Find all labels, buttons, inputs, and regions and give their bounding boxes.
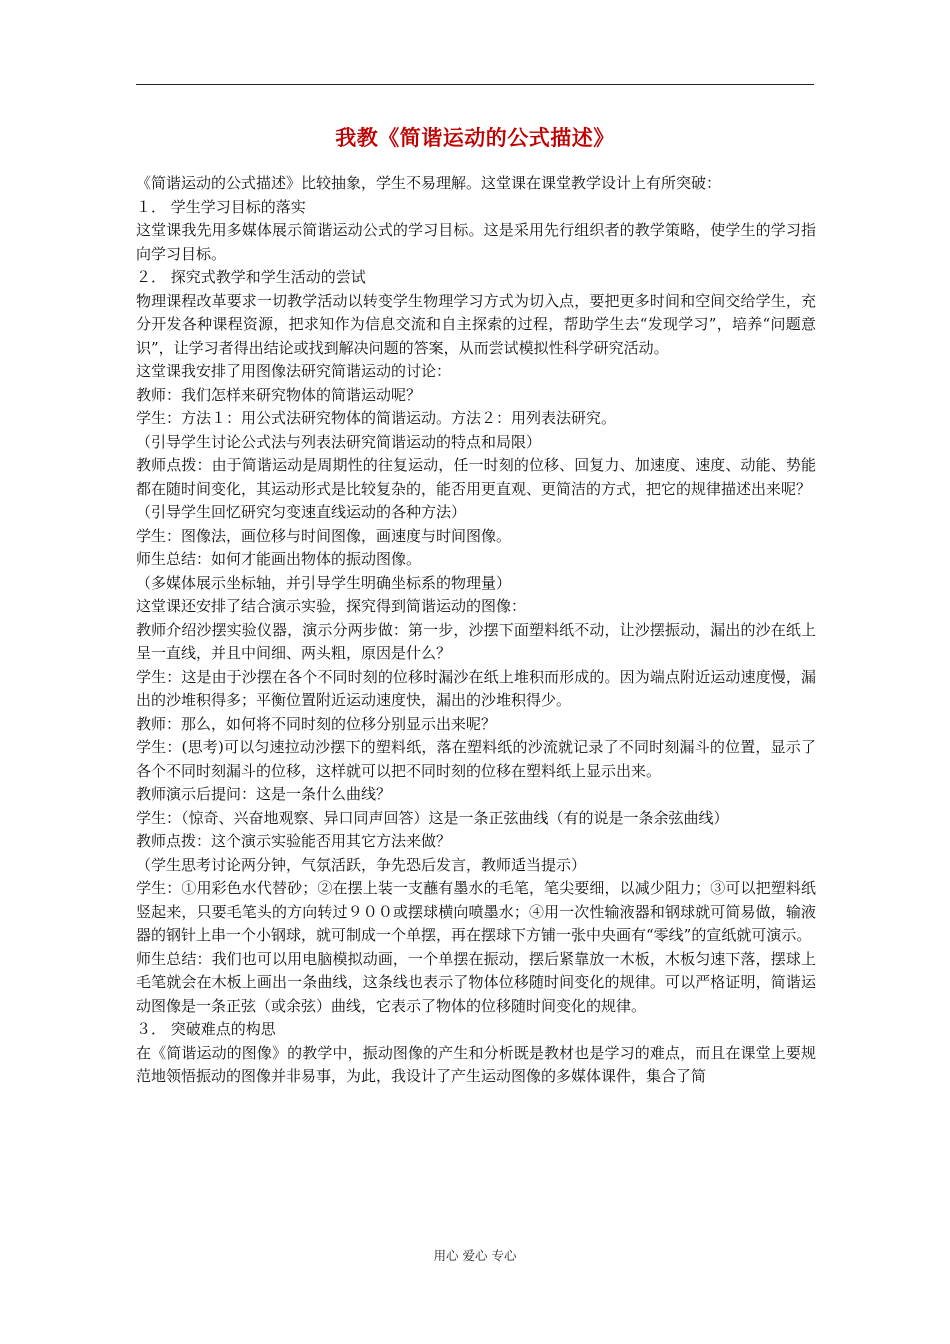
paragraph: 在《简谐运动的图像》的教学中，振动图像的产生和分析既是教材也是学习的难点，而且在课堂上要规范地领悟振动的图像并非易事，为此，我设计了产生运动图像的多媒体课件，集合了简	[136, 1043, 816, 1085]
paragraph: （引导学生回忆研究匀变速直线运动的各种方法）	[136, 503, 467, 521]
section-heading: １． 学生学习目标的落实	[136, 197, 306, 216]
paragraph: 教师介绍沙摆实验仪器，演示分两步做：第一步，沙摆下面塑料纸不动，让沙摆振动，漏出的沙在纸上呈一直线，并且中间细、两头粗，原因是什么？	[136, 620, 816, 662]
paragraph: 这堂课还安排了结合演示实验，探究得到简谐运动的图像：	[136, 597, 527, 615]
paragraph: 《简谐运动的公式描述》比较抽象，学生不易理解。这堂课在课堂教学设计上有所突破：	[136, 174, 722, 192]
page-footer: 用心 爱心 专心	[433, 1248, 517, 1263]
section-heading: ２． 探究式教学和学生活动的尝试	[136, 268, 366, 286]
paragraph: （多媒体展示坐标轴，并引导学生明确坐标系的物理量）	[136, 573, 512, 592]
paragraph: 师生总结：如何才能画出物体的振动图像。	[136, 550, 422, 568]
document-title: 我教《简谐运动的公式描述》	[335, 126, 615, 150]
paragraph: 物理课程改革要求一切教学活动以转变学生物理学习方式为切入点，要把更多时间和空间交给学生，充分开发各种课程资源，把求知作为信息交流和自主探索的过程，帮助学生去“发现学习”，培养“问题意识”，让学习者得出结论或找到解决问题的答案，从而尝试模拟性科学研究活动。	[136, 291, 816, 357]
paragraph: 教师演示后提问：这是一条什么曲线？	[136, 785, 392, 803]
paragraph: （学生思考讨论两分钟，气氛活跃，争先恐后发言，教师适当提示）	[136, 855, 587, 874]
paragraph: 学生：方法１：用公式法研究物体的简谐运动。方法２：用列表法研究。	[136, 409, 617, 427]
paragraph: 学生：①用彩色水代替砂；②在摆上装一支蘸有墨水的毛笔，笔尖要细，以减少阻力；③可以把塑料纸竖起来，只要毛笔头的方向转过９００或摆球横向喷墨水；④用一次性输液器和钢球就可简易做，输液器的钢针上串一个小钢球，就可制成一个单摆，再在摆球下方铺一张中央画有“零线”的宣纸就可演示。	[136, 879, 816, 944]
paragraph: 师生总结：我们也可以用电脑模拟动画，一个单摆在振动，摆后紧靠放一木板，木板匀速下落，摆球上毛笔就会在木板上画出一条曲线，这条线也表示了物体位移随时间变化的规律。可以严格证明，简谐运动图像是一条正弦（或余弦）曲线，它表示了物体的位移随时间变化的规律。	[136, 949, 816, 1015]
section-heading: ３． 突破难点的构思	[136, 1020, 276, 1038]
paragraph: 教师点拨：由于简谐运动是周期性的往复运动，任一时刻的位移、回复力、加速度、速度、动能、势能都在随时间变化，其运动形式是比较复杂的，能否用更直观、更简洁的方式，把它的规律描述出来呢？	[136, 456, 816, 498]
paragraph: 教师：我们怎样来研究物体的简谐运动呢？	[136, 385, 422, 404]
paragraph: 教师：那么，如何将不同时刻的位移分别显示出来呢？	[136, 714, 497, 733]
paragraph: 这堂课我安排了用图像法研究简谐运动的讨论：	[136, 362, 452, 380]
paragraph: 学生：图像法，画位移与时间图像，画速度与时间图像。	[136, 526, 512, 545]
paragraph: 学生：(思考)可以匀速拉动沙摆下的塑料纸，落在塑料纸的沙流就记录了不同时刻漏斗的位置，显示了各个不同时刻漏斗的位移，这样就可以把不同时刻的位移在塑料纸上显示出来。	[136, 738, 816, 780]
header-rule	[136, 84, 814, 85]
paragraph: （引导学生讨论公式法与列表法研究简谐运动的特点和局限）	[136, 432, 542, 451]
document-body	[136, 172, 816, 1089]
paragraph: 学生：这是由于沙摆在各个不同时刻的位移时漏沙在纸上堆积而形成的。因为端点附近运动速度慢，漏出的沙堆积得多；平衡位置附近运动速度快，漏出的沙堆积得少。	[136, 667, 816, 709]
paragraph: 学生：（惊奇、兴奋地观察、异口同声回答）这是一条正弦曲线（有的说是一条余弦曲线）	[136, 808, 729, 827]
paragraph: 教师点拨：这个演示实验能否用其它方法来做？	[136, 832, 452, 850]
paragraph: 这堂课我先用多媒体展示简谐运动公式的学习目标。这是采用先行组织者的教学策略，使学生的学习指向学习目标。	[136, 221, 816, 263]
